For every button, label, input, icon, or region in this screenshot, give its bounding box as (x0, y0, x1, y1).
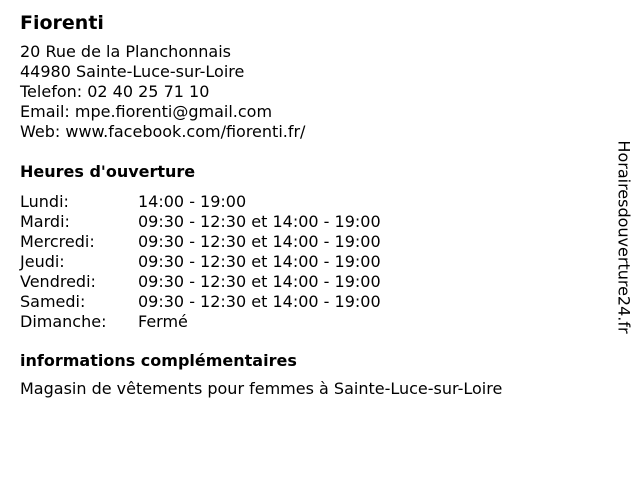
contact-block (20, 42, 600, 142)
site-watermark: Horairesdouverture24.fr (614, 140, 634, 334)
day-label: Vendredi: (20, 272, 96, 291)
hours-row-tuesday (20, 212, 600, 232)
day-hours: 09:30 - 12:30 et 14:00 - 19:00 (138, 292, 381, 311)
store-name: Fiorenti (20, 12, 104, 34)
email-address: Email: mpe.fiorenti@gmail.com (20, 102, 273, 121)
additional-info-text: Magasin de vêtements pour femmes à Sainte-Luce-sur-Loire (20, 379, 503, 398)
day-label: Mardi: (20, 212, 70, 231)
hours-row-monday (20, 192, 600, 212)
hours-row-saturday (20, 292, 600, 312)
day-hours: 09:30 - 12:30 et 14:00 - 19:00 (138, 232, 381, 251)
address-city: 44980 Sainte-Luce-sur-Loire (20, 62, 245, 81)
address-street: 20 Rue de la Planchonnais (20, 42, 231, 61)
day-hours: 09:30 - 12:30 et 14:00 - 19:00 (138, 252, 381, 271)
hours-row-wednesday (20, 232, 600, 252)
day-hours: 14:00 - 19:00 (138, 192, 247, 211)
additional-info-title: informations complémentaires (20, 351, 297, 370)
opening-hours-table (20, 192, 600, 332)
day-hours: 09:30 - 12:30 et 14:00 - 19:00 (138, 212, 381, 231)
day-label: Jeudi: (20, 252, 65, 271)
day-label: Lundi: (20, 192, 69, 211)
day-label: Mercredi: (20, 232, 95, 251)
day-label: Dimanche: (20, 312, 107, 331)
day-label: Samedi: (20, 292, 86, 311)
hours-row-sunday (20, 312, 600, 332)
website-link: Web: www.facebook.com/fiorenti.fr/ (20, 122, 306, 141)
day-hours: 09:30 - 12:30 et 14:00 - 19:00 (138, 272, 381, 291)
hours-row-thursday (20, 252, 600, 272)
phone-number: Telefon: 02 40 25 71 10 (20, 82, 210, 101)
store-info-card (20, 10, 600, 399)
opening-hours-title: Heures d'ouverture (20, 162, 196, 181)
day-hours: Fermé (138, 312, 188, 331)
hours-row-friday (20, 272, 600, 292)
